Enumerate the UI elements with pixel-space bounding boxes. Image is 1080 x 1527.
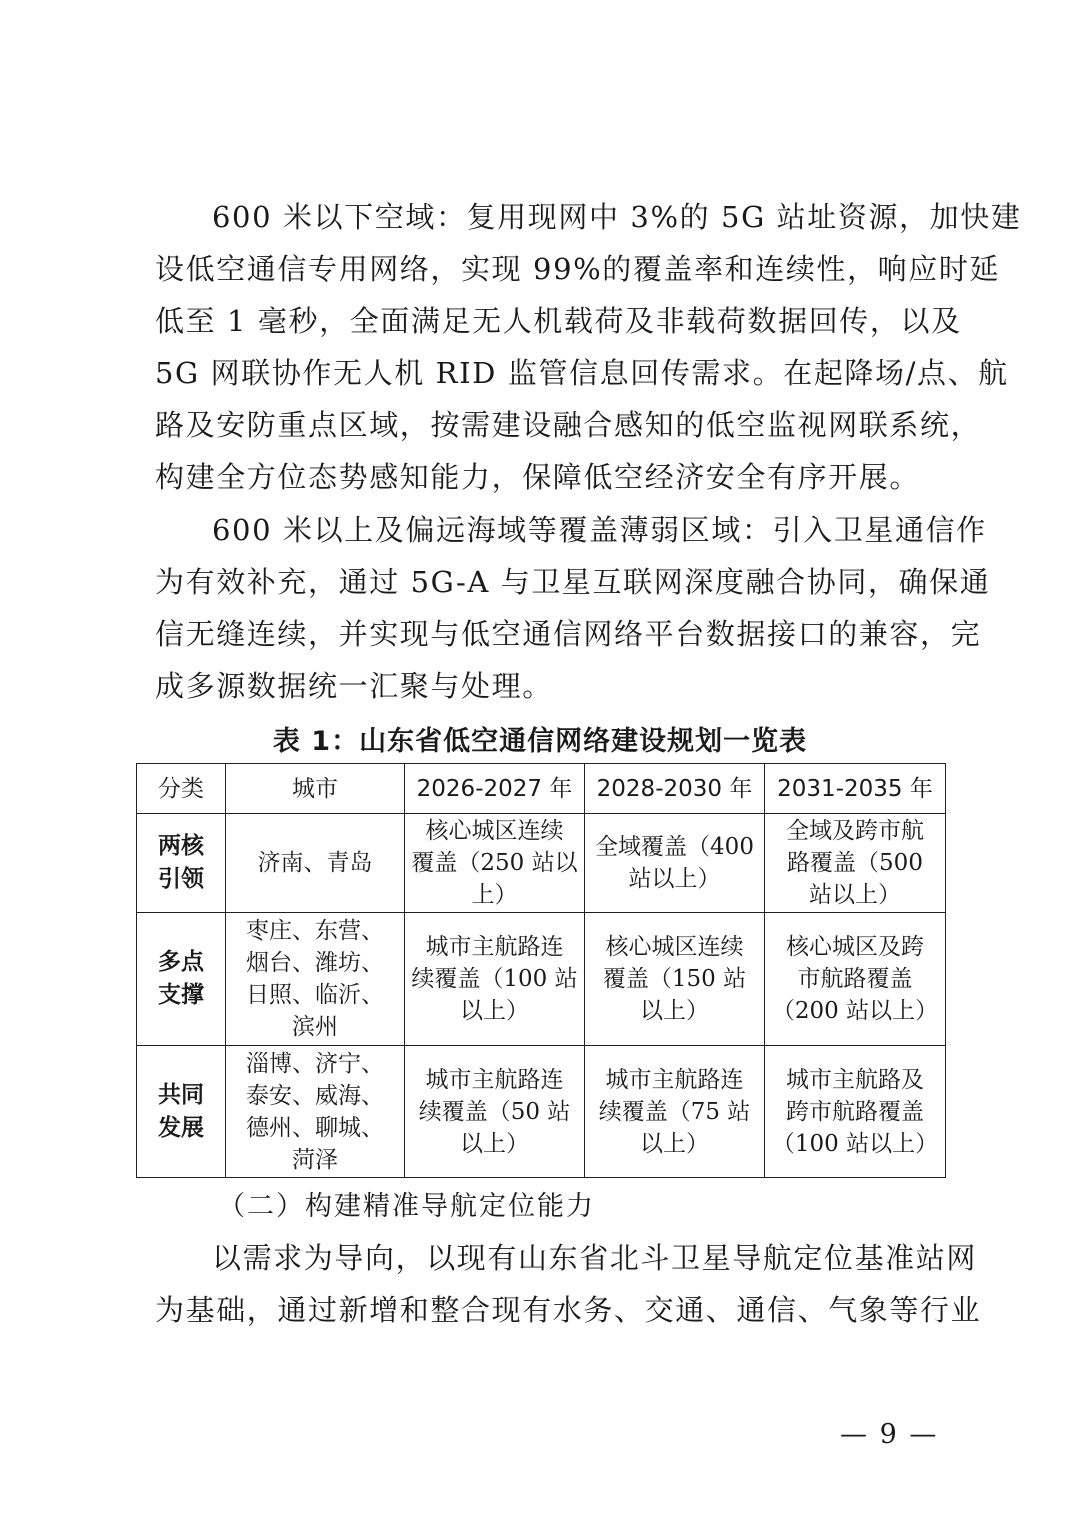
plan-line: 城市主航路连 <box>425 1066 564 1093</box>
plan-line: 城市主航路连 <box>425 934 564 960</box>
category-line: 两核 <box>158 833 204 859</box>
category-line: 支撑 <box>158 982 204 1008</box>
city-line: 淄博、济宁、 <box>246 1050 384 1077</box>
plan-2031-cell <box>765 1046 946 1178</box>
plan-line: 覆盖（250 站以 <box>411 850 578 876</box>
plan-2031-cell <box>765 814 946 913</box>
category-line: 多点 <box>158 949 204 975</box>
header-category: 分类 <box>137 764 226 814</box>
text-line: 600 米以上及偏远海域等覆盖薄弱区域：引入卫星通信作 <box>212 513 987 547</box>
plan-2026-cell <box>405 913 585 1046</box>
city-line: 菏泽 <box>292 1146 338 1173</box>
text-line: 设低空通信专用网络，实现 99%的覆盖率和连续性，响应时延 <box>155 252 1001 286</box>
plan-line: 全域覆盖（400 <box>595 834 754 860</box>
city-line: 德州、聊城、 <box>246 1114 384 1141</box>
plan-line: 以上） <box>460 1130 529 1157</box>
header-city: 城市 <box>226 764 405 814</box>
text-line: 以需求为导向，以现有山东省北斗卫星导航定位基准站网 <box>212 1241 978 1275</box>
text-line: 5G 网联协作无人机 RID 监管信息回传需求。在起降场/点、航 <box>155 356 1009 390</box>
plan-2026-cell <box>405 814 585 913</box>
header-2026-2027: 2026-2027 年 <box>405 764 585 814</box>
plan-line: 市航路覆盖 <box>797 966 913 992</box>
plan-line: 以上） <box>460 998 529 1024</box>
plan-line: 续覆盖（100 站 <box>411 966 578 992</box>
plan-line: 全域及跨市航 <box>786 818 924 844</box>
plan-line: 以上） <box>640 998 709 1024</box>
city-line: 滨州 <box>292 1014 338 1040</box>
plan-2028-cell <box>585 814 765 913</box>
plan-line: 续覆盖（75 站 <box>598 1098 751 1125</box>
plan-line: 核心城区连续 <box>605 934 744 960</box>
city-line: 济南、青岛 <box>257 850 373 876</box>
plan-line: 城市主航路连 <box>605 1066 744 1093</box>
city-cell <box>226 1046 405 1178</box>
table-row <box>137 1046 946 1178</box>
category-line: 发展 <box>158 1114 204 1141</box>
category-cell <box>137 1046 226 1178</box>
plan-line: 上） <box>471 882 518 908</box>
city-line: 枣庄、东营、 <box>246 918 384 944</box>
text-line: 600 米以下空域：复用现网中 3%的 5G 站址资源，加快建 <box>212 200 1022 234</box>
network-plan-table <box>136 763 946 1178</box>
plan-2028-cell <box>585 1046 765 1178</box>
text-line: 信无缝连续，并实现与低空通信网络平台数据接口的兼容，完 <box>155 617 982 651</box>
table-row <box>137 814 946 913</box>
category-cell <box>137 913 226 1046</box>
city-cell <box>226 814 405 913</box>
plan-line: 核心城区连续 <box>425 818 564 844</box>
plan-line: 城市主航路及 <box>786 1066 924 1093</box>
city-line: 烟台、潍坊、 <box>246 950 384 976</box>
text-line: 为基础，通过新增和整合现有水务、交通、通信、气象等行业 <box>155 1293 982 1327</box>
plan-line: 覆盖（150 站 <box>602 966 747 992</box>
text-line: 为有效补充，通过 5G-A 与卫星互联网深度融合协同，确保通 <box>155 565 991 599</box>
plan-line: 核心城区及跨 <box>786 934 924 960</box>
plan-line: 续覆盖（50 站 <box>418 1098 571 1125</box>
page-number: — 9 — <box>840 1419 939 1450</box>
table-row <box>137 913 946 1046</box>
text-line: 低至 1 毫秒，全面满足无人机载荷及非载荷数据回传，以及 <box>155 304 962 338</box>
table-header-row <box>137 764 946 814</box>
plan-line: 跨市航路覆盖 <box>786 1098 924 1125</box>
category-line: 引领 <box>158 866 204 892</box>
table-caption: 表 1：山东省低空通信网络建设规划一览表 <box>272 726 808 757</box>
plan-2031-cell <box>765 913 946 1046</box>
plan-line: （100 站以上） <box>771 1130 939 1157</box>
city-line: 泰安、威海、 <box>246 1082 384 1109</box>
category-line: 共同 <box>158 1081 204 1108</box>
plan-2028-cell <box>585 913 765 1046</box>
city-cell <box>226 913 405 1046</box>
plan-line: （200 站以上） <box>771 998 939 1024</box>
text-line: 成多源数据统一汇聚与处理。 <box>155 669 553 703</box>
section-heading: （二）构建精准导航定位能力 <box>218 1191 595 1222</box>
plan-2026-cell <box>405 1046 585 1178</box>
plan-line: 以上） <box>640 1130 709 1157</box>
header-2028-2030: 2028-2030 年 <box>585 764 765 814</box>
text-line: 路及安防重点区域，按需建设融合感知的低空监视网联系统， <box>155 408 982 442</box>
plan-line: 路覆盖（500 <box>787 850 923 876</box>
category-cell <box>137 814 226 913</box>
plan-line: 站以上） <box>628 866 721 892</box>
plan-line: 站以上） <box>809 882 901 908</box>
city-line: 日照、临沂、 <box>246 982 384 1008</box>
header-2031-2035: 2031-2035 年 <box>765 764 946 814</box>
text-line: 构建全方位态势感知能力，保障低空经济安全有序开展。 <box>155 460 921 494</box>
